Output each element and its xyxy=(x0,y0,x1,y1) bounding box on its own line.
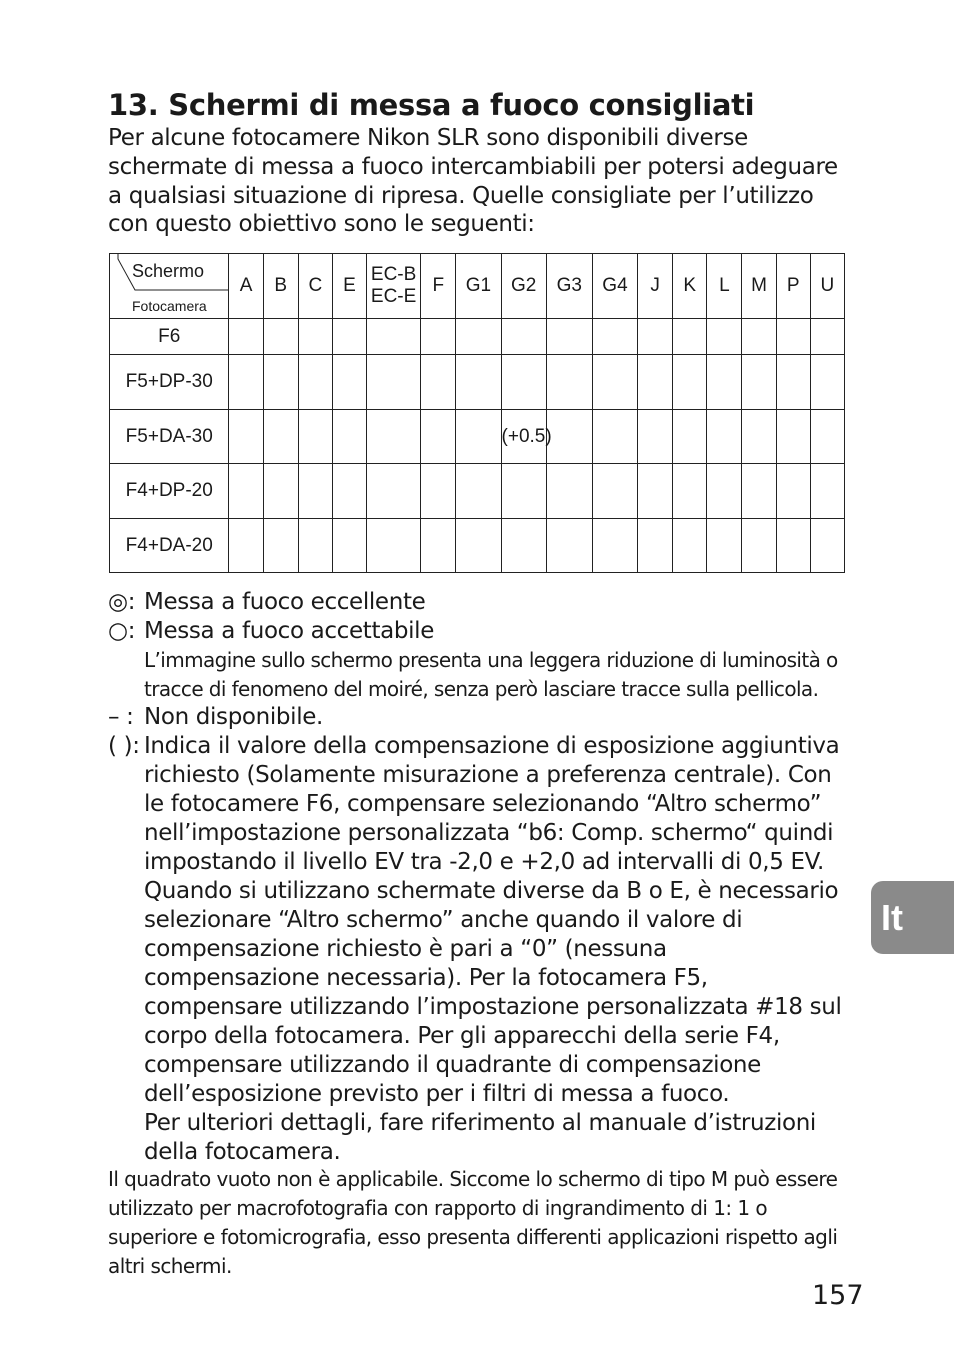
table-cell xyxy=(298,464,332,519)
table-cell xyxy=(367,355,421,410)
legend-parentheses xyxy=(108,732,848,1167)
screen-header: G4 xyxy=(592,254,637,319)
table-cell xyxy=(332,464,366,519)
screen-header: E xyxy=(332,254,366,319)
screen-header: M xyxy=(742,254,776,319)
table-cell xyxy=(810,464,844,519)
screen-header: C xyxy=(298,254,332,319)
table-cell xyxy=(638,410,673,464)
acceptable-symbol: ○: xyxy=(108,618,136,644)
table-cell xyxy=(638,519,673,573)
table-cell xyxy=(421,319,456,355)
screen-header: G3 xyxy=(546,254,592,319)
camera-label: F4+DA-20 xyxy=(110,519,229,573)
legend-unavailable xyxy=(108,703,848,732)
camera-label: F5+DA-30 xyxy=(110,410,229,464)
intro-paragraph: Per alcune fotocamere Nikon SLR sono disponibili diverse schermate di messa a fuoco intercambiabili per potersi adeguare a qualsiasi situazione di ripresa. Quelle consigliate per l’utilizzo con questo obiettivo sono le seguenti: xyxy=(108,125,838,238)
table-cell xyxy=(367,319,421,355)
table-cell xyxy=(638,319,673,355)
screen-header-line: EC-E xyxy=(370,286,417,307)
table-cell xyxy=(742,355,776,410)
screen-header: J xyxy=(638,254,673,319)
footnote: Il quadrato vuoto non è applicabile. Siccome lo schermo di tipo M può essere utilizzato per macrofotografia con rapporto di ingrandimento di 1: 1 o superiore e fotomicrografia, esso presenta differenti applicazioni rispetto agli altri schermi. xyxy=(108,1167,838,1278)
table-cell xyxy=(501,355,546,410)
legend-acceptable-detail: L’immagine sullo schermo presenta una leggera riduzione di luminosità o tracce di fenomeno del moiré, senza però lasciare tracce sulla pellicola. xyxy=(144,648,838,701)
table-cell xyxy=(810,319,844,355)
table-cell xyxy=(421,355,456,410)
table-cell xyxy=(367,464,421,519)
page-number: 157 xyxy=(812,1280,864,1311)
table-cell xyxy=(673,519,707,573)
table-cell xyxy=(673,319,707,355)
language-tab xyxy=(871,881,954,954)
camera-label: F4+DP-20 xyxy=(110,464,229,519)
screen-header-line: EC-B xyxy=(370,264,417,285)
screen-header: G2 xyxy=(501,254,546,319)
table-cell xyxy=(546,319,592,355)
table-header-row xyxy=(110,254,845,319)
table-cell xyxy=(367,410,421,464)
table-cell xyxy=(229,410,263,464)
table-corner-cell xyxy=(110,254,229,319)
table-cell xyxy=(592,355,637,410)
table-cell xyxy=(229,319,263,355)
table-cell xyxy=(501,319,546,355)
table-cell xyxy=(332,410,366,464)
table-cell xyxy=(638,355,673,410)
table-cell xyxy=(707,519,742,573)
table-cell xyxy=(332,319,366,355)
unavailable-symbol: – : xyxy=(108,704,134,730)
table-cell xyxy=(263,410,298,464)
table-cell xyxy=(263,319,298,355)
screen-header: L xyxy=(707,254,742,319)
table-cell xyxy=(229,355,263,410)
legend-excellent xyxy=(108,588,848,617)
corner-label-screen: Schermo xyxy=(132,261,205,281)
table-cell xyxy=(456,519,501,573)
table-cell xyxy=(501,519,546,573)
table-cell xyxy=(298,319,332,355)
table-cell xyxy=(298,519,332,573)
table-cell xyxy=(707,464,742,519)
excellent-symbol: ◎: xyxy=(108,589,136,615)
table-cell xyxy=(546,410,592,464)
screen-header: A xyxy=(229,254,263,319)
table-cell xyxy=(776,410,810,464)
camera-label: F6 xyxy=(110,319,229,355)
parentheses-symbol: ( ): xyxy=(108,733,140,759)
camera-label: F5+DP-30 xyxy=(110,355,229,410)
table-cell xyxy=(673,464,707,519)
compensation-note: (+0.5) xyxy=(501,410,546,464)
table-cell xyxy=(810,410,844,464)
table-cell xyxy=(592,410,637,464)
legend-unavailable-text: Non disponibile. xyxy=(144,704,324,730)
table-cell xyxy=(707,355,742,410)
table-cell xyxy=(742,410,776,464)
table-cell xyxy=(707,410,742,464)
table-cell xyxy=(546,464,592,519)
table-cell xyxy=(742,519,776,573)
table-cell xyxy=(673,355,707,410)
table-cell xyxy=(592,319,637,355)
table-row xyxy=(110,519,845,573)
table-cell xyxy=(456,355,501,410)
table-cell xyxy=(810,519,844,573)
table-cell xyxy=(456,410,501,464)
table-cell xyxy=(332,519,366,573)
table-cell xyxy=(742,319,776,355)
table-row xyxy=(110,319,845,355)
table-cell xyxy=(673,410,707,464)
table-cell xyxy=(421,519,456,573)
table-cell xyxy=(367,519,421,573)
screen-header: U xyxy=(810,254,844,319)
table-cell xyxy=(776,464,810,519)
table-cell xyxy=(776,319,810,355)
table-cell xyxy=(421,464,456,519)
language-tab-label: It xyxy=(881,897,903,938)
table-row xyxy=(110,464,845,519)
screen-header xyxy=(367,254,421,319)
focusing-screen-table xyxy=(109,253,845,573)
table-cell xyxy=(298,355,332,410)
table-cell xyxy=(501,464,546,519)
table-cell xyxy=(298,410,332,464)
table-cell xyxy=(263,355,298,410)
table-cell xyxy=(421,410,456,464)
legend-parentheses-text: Indica il valore della compensazione di esposizione aggiuntiva richiesto (Solamente misurazione a preferenza centrale). Con le fotocamere F6, compensare selezionando “Altro schermo” nell’impostazione personalizzata “b6: Comp. schermo“ quindi impostando il livello EV tra -2,0 e +2,0 ad intervalli di 0,5 EV. Quando si utilizzano schermate diverse da B o E, è necessario selezionare “Altro schermo” anche quando il valore di compensazione richiesto è pari a “0” (nessuna compensazione necessaria). Per la fotocamera F5, compensare utilizzando l’impostazione personalizzata #18 sul corpo della fotocamera. Per gli apparecchi della serie F4, compensare utilizzando il quadrante di compensazione dell’esposizione previsto per i filtri di messa a fuoco. xyxy=(144,733,842,1107)
table-cell xyxy=(638,464,673,519)
table-cell xyxy=(546,355,592,410)
table-cell xyxy=(592,464,637,519)
table-cell xyxy=(810,355,844,410)
legend-acceptable-text: Messa a fuoco accettabile xyxy=(144,618,434,644)
screen-header: F xyxy=(421,254,456,319)
legend-excellent-text: Messa a fuoco eccellente xyxy=(144,589,426,615)
legend-acceptable xyxy=(108,617,848,704)
screen-header: K xyxy=(673,254,707,319)
screen-header: P xyxy=(776,254,810,319)
table-row xyxy=(110,410,845,464)
table-cell xyxy=(456,319,501,355)
screen-header: B xyxy=(263,254,298,319)
legend-parentheses-more: Per ulteriori dettagli, fare riferimento al manuale d’istruzioni della fotocamera. xyxy=(144,1110,816,1165)
corner-label-camera: Fotocamera xyxy=(132,298,207,314)
screen-header: G1 xyxy=(456,254,501,319)
table-cell xyxy=(776,519,810,573)
table-cell xyxy=(332,355,366,410)
table-cell xyxy=(263,519,298,573)
table-cell xyxy=(263,464,298,519)
table-cell xyxy=(592,519,637,573)
table-cell xyxy=(229,519,263,573)
table-cell xyxy=(546,519,592,573)
table-row xyxy=(110,355,845,410)
table-cell xyxy=(742,464,776,519)
table-cell xyxy=(229,464,263,519)
table-cell xyxy=(707,319,742,355)
table-cell xyxy=(776,355,810,410)
section-title: 13. Schermi di messa a fuoco consigliati xyxy=(108,88,755,122)
table-cell xyxy=(456,464,501,519)
